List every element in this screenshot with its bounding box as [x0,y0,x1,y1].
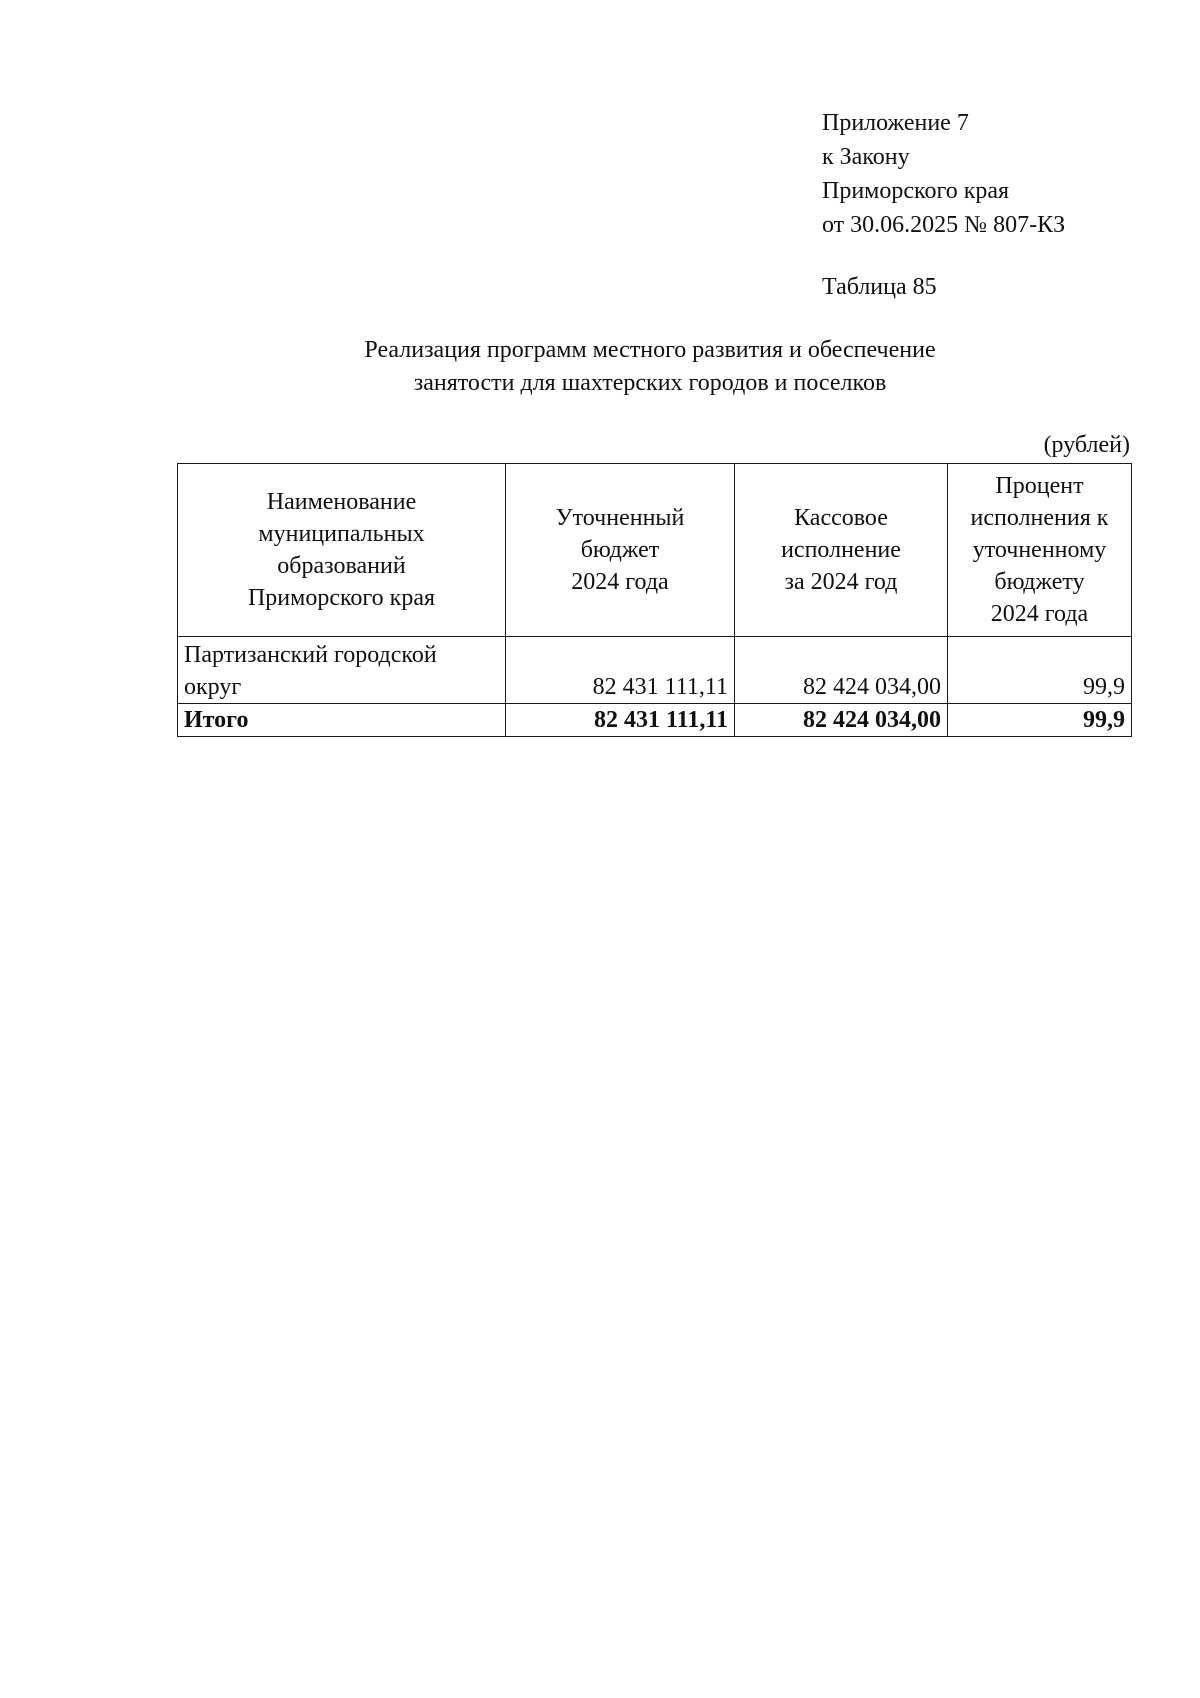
cell-cash-execution: 82 424 034,00 [735,637,948,704]
header-text: за 2024 год [784,569,898,595]
title-line: занятости для шахтерских городов и поселков [413,370,887,396]
total-refined-budget: 82 431 111,11 [506,704,735,737]
header-text: Наименование [266,489,417,515]
total-cash-execution: 82 424 034,00 [735,704,948,737]
header-execution-percent [948,464,1132,637]
header-text: 2024 года [571,569,669,595]
table-header-row [178,464,1132,637]
appendix-line: Приморского края [822,178,1010,204]
total-execution-percent: 99,9 [948,704,1132,737]
header-text: муниципальных [258,521,425,547]
budget-table [177,463,1132,737]
header-text: исполнения к [970,505,1109,531]
header-text: Кассовое [794,505,888,531]
unit-note: (рублей) [1043,432,1130,458]
header-text: 2024 года [990,601,1089,627]
cell-text: Партизанский городской [184,642,437,668]
header-text: Процент [995,473,1084,499]
table-total-row [178,704,1132,737]
header-cash-execution [735,464,948,637]
document-title [200,334,1100,400]
table-row [178,637,1132,704]
cell-municipality [178,637,506,704]
header-text: Уточненный [555,505,685,531]
header-text: уточненному [972,537,1107,563]
appendix-line: от 30.06.2025 № 807-КЗ [822,212,1066,238]
header-text: образований [277,553,406,579]
header-text: исполнение [781,537,901,563]
header-municipality [178,464,506,637]
appendix-line: к Закону [822,144,910,170]
header-text: бюджет [580,537,660,563]
header-refined-budget [506,464,735,637]
appendix-reference [822,106,1065,242]
appendix-line: Приложение 7 [822,110,969,136]
title-line: Реализация программ местного развития и обеспечение [364,337,936,363]
cell-text: округ [184,674,242,700]
cell-refined-budget: 82 431 111,11 [506,637,735,704]
total-label: Итого [178,704,506,737]
header-text: бюджету [994,569,1085,595]
header-text: Приморского края [247,585,436,611]
cell-execution-percent: 99,9 [948,637,1132,704]
table-number: Таблица 85 [822,274,937,300]
